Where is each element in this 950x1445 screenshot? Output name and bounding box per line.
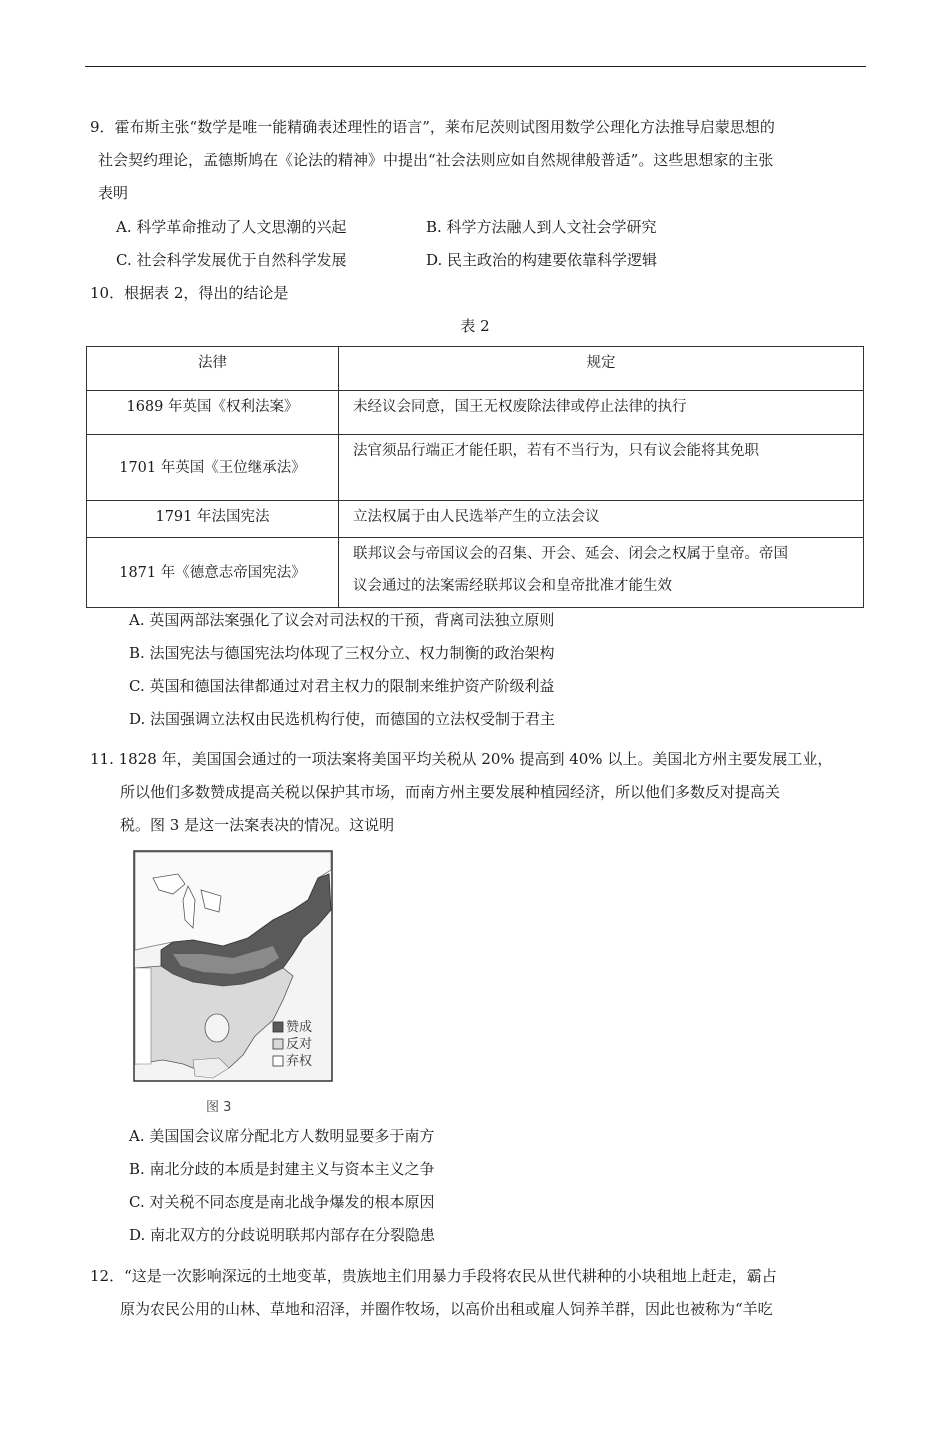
legend-swatch-yes: [273, 1022, 283, 1032]
table-row: [87, 435, 864, 501]
table-cell-rule-line2: 议会通过的法案需经联邦议会和皇帝批准才能生效: [353, 578, 672, 594]
q10-option-b[interactable]: B. 法国宪法与德国宪法均体现了三权分立、权力制衡的政治架构: [129, 644, 555, 662]
table-row: [87, 538, 864, 608]
q11-stem-line1: 11. 1828 年，美国国会通过的一项法案将美国平均关税从 20% 提高到 40% 以上。美国北方州主要发展工业，: [90, 750, 833, 768]
table-cell-law: 1701 年英国《王位继承法》: [87, 435, 339, 501]
q10-stem: 10．根据表 2，得出的结论是: [90, 284, 289, 302]
map-interior-pocket: [205, 1014, 229, 1042]
q11-stem-line3: 税。图 3 是这一法案表决的情况。这说明: [120, 816, 395, 834]
table-row: [87, 391, 864, 435]
figure-label: 图 3: [206, 1100, 232, 1115]
table-cell-law: 1689 年英国《权利法案》: [87, 391, 339, 435]
header-rule: [85, 66, 866, 67]
table-cell-law: 1871 年《德意志帝国宪法》: [87, 538, 339, 608]
table-caption: 表 2: [460, 317, 490, 335]
table-header-rule: 规定: [339, 347, 864, 391]
table-row: [87, 501, 864, 538]
legend-label-yes: 赞成: [286, 1020, 313, 1035]
q9-option-c[interactable]: C. 社会科学发展优于自然科学发展: [116, 251, 347, 269]
legend-swatch-no: [273, 1039, 283, 1049]
table-cell-rule: 立法权属于由人民选举产生的立法会议: [339, 501, 864, 538]
q11-option-d[interactable]: D. 南北双方的分歧说明联邦内部存在分裂隐患: [129, 1226, 436, 1244]
q9-stem-line3: 表明: [98, 184, 129, 202]
table-cell-rule-line1: 联邦议会与帝国议会的召集、开会、延会、闭会之权属于皇帝。帝国: [353, 546, 788, 562]
q10-option-d[interactable]: D. 法国强调立法权由民选机构行使，而德国的立法权受制于君主: [129, 710, 556, 728]
q11-option-b[interactable]: B. 南北分歧的本质是封建主义与资本主义之争: [129, 1160, 435, 1178]
table-header-row: [87, 347, 864, 391]
q11-stem-line2: 所以他们多数赞成提高关税以保护其市场，而南方州主要发展种植园经济，所以他们多数反对提高关: [120, 783, 781, 801]
q9-stem-line2: 社会契约理论，孟德斯鸠在《论法的精神》中提出“社会法则应如自然规律般普适”。这些思想家的主张: [98, 151, 774, 169]
q9-option-b[interactable]: B. 科学方法融人到人文社会学研究: [426, 218, 657, 236]
q12-stem-line2: 原为农民公用的山林、草地和沼泽，并圈作牧场，以高价出租或雇人饲养羊群，因此也被称为“羊吃: [120, 1300, 773, 1318]
table-cell-rule: 法官须品行端正才能任职，若有不当行为，只有议会能将其免职: [339, 435, 864, 501]
q9-stem-line1: 9．霍布斯主张“数学是唯一能精确表述理性的语言”，莱布尼茨则试图用数学公理化方法推导启蒙思想的: [90, 118, 775, 136]
law-table: [86, 346, 864, 608]
q11-option-a[interactable]: A. 美国国会议席分配北方人数明显要多于南方: [129, 1127, 435, 1145]
q9-option-d[interactable]: D. 民主政治的构建要依靠科学逻辑: [426, 251, 658, 269]
map-west-abstain: [135, 968, 151, 1064]
tariff-vote-map: [133, 850, 333, 1082]
legend-label-no: 反对: [286, 1037, 313, 1052]
table-cell-rule: 未经议会同意，国王无权废除法律或停止法律的执行: [339, 391, 864, 435]
table-cell-rule: [339, 538, 864, 608]
q12-stem-line1: 12．“这是一次影响深远的土地变革，贵族地主们用暴力手段将农民从世代耕种的小块租地上赶走，霸占: [90, 1267, 777, 1285]
q10-option-c[interactable]: C. 英国和德国法律都通过对君主权力的限制来维护资产阶级利益: [129, 677, 555, 695]
q10-option-a[interactable]: A. 英国两部法案强化了议会对司法权的干预，背离司法独立原则: [129, 611, 555, 629]
table-header-law: 法律: [87, 347, 339, 391]
q11-option-c[interactable]: C. 对关税不同态度是南北战争爆发的根本原因: [129, 1193, 435, 1211]
table-cell-law: 1791 年法国宪法: [87, 501, 339, 538]
q9-option-a[interactable]: A. 科学革命推动了人文思潮的兴起: [116, 218, 347, 236]
legend-swatch-abstain: [273, 1056, 283, 1066]
legend-label-abstain: 弃权: [286, 1054, 313, 1069]
